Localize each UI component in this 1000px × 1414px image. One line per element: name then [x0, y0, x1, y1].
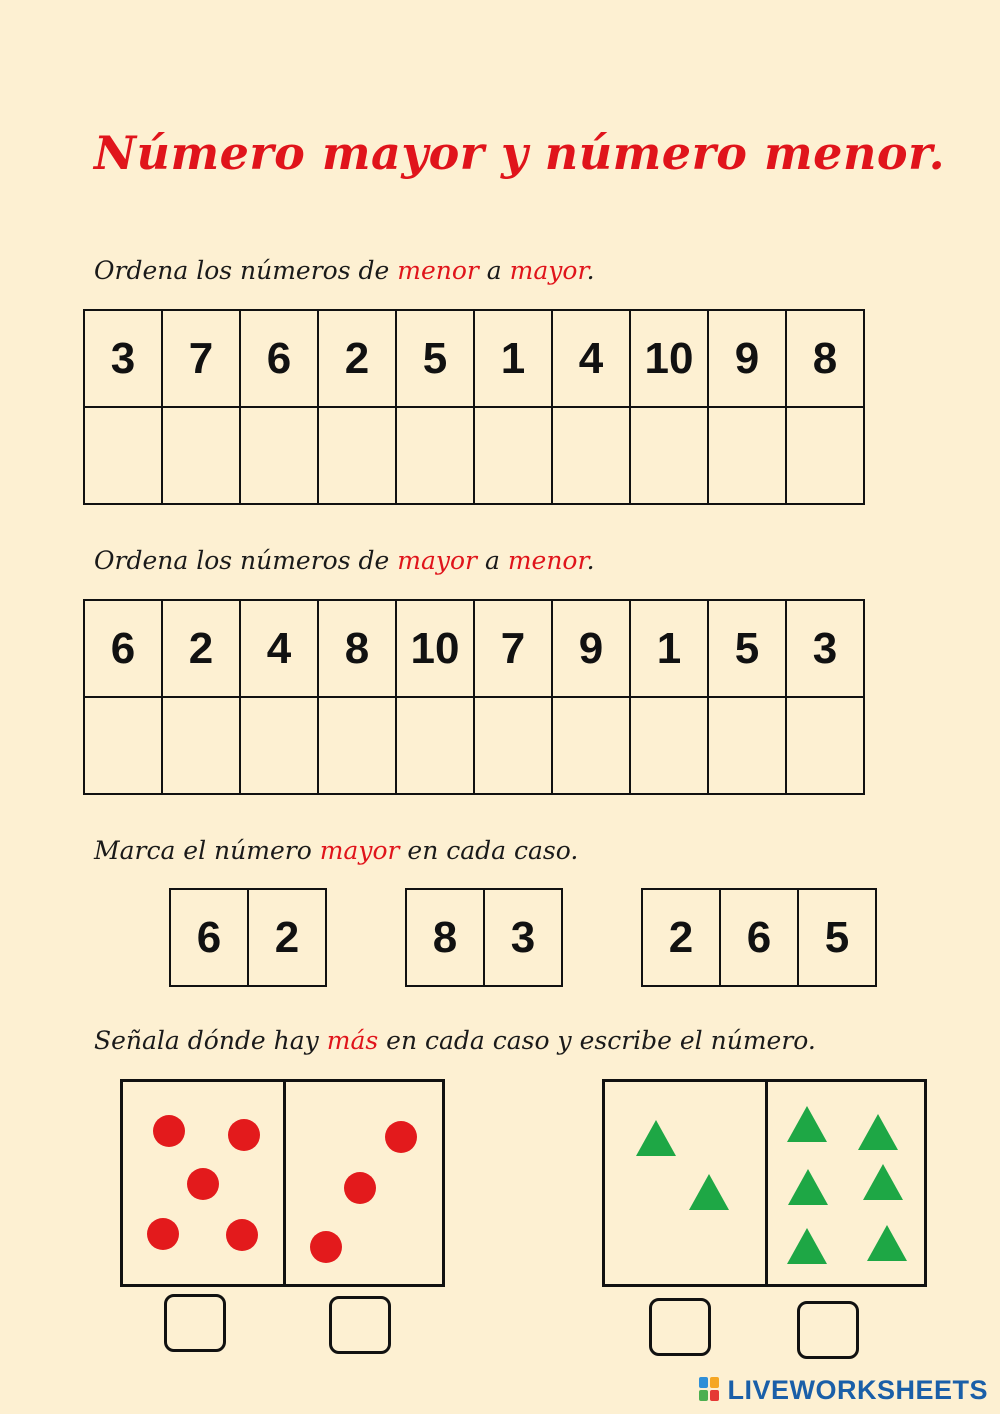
number-cell: 10 [396, 600, 474, 697]
number-cell: 9 [708, 310, 786, 407]
number-cell: 9 [552, 600, 630, 697]
answer-input-cell[interactable] [474, 407, 552, 504]
answer-input-cell[interactable] [786, 697, 864, 794]
number-cell: 6 [240, 310, 318, 407]
liveworksheets-logo [699, 1374, 988, 1406]
count-answer-box-triangles-left[interactable] [649, 1298, 711, 1356]
red-dot [344, 1172, 376, 1204]
number-cell: 1 [630, 600, 708, 697]
number-cell: 5 [396, 310, 474, 407]
triangles-left-group[interactable] [605, 1082, 765, 1284]
green-triangle [863, 1164, 903, 1200]
number-cell: 5 [708, 600, 786, 697]
answer-input-cell[interactable] [318, 697, 396, 794]
answer-input-cell[interactable] [630, 697, 708, 794]
number-cell: 3 [84, 310, 162, 407]
answer-input-cell[interactable] [240, 697, 318, 794]
dots-left-group[interactable] [123, 1082, 283, 1284]
compare-pair-b [405, 888, 563, 987]
green-triangle [787, 1228, 827, 1264]
liveworksheets-logo-icon [699, 1377, 721, 1403]
selectable-number[interactable]: 6 [170, 889, 248, 986]
selectable-number[interactable]: 6 [720, 889, 798, 986]
ascending-order-grid [83, 309, 865, 505]
count-answer-box-dots-right[interactable] [329, 1296, 391, 1354]
green-triangle [787, 1106, 827, 1142]
red-dot [147, 1218, 179, 1250]
triangles-panel [602, 1079, 927, 1287]
instruction-order-ascending: Ordena los números de menor a mayor. [94, 256, 595, 285]
number-cell: 2 [318, 310, 396, 407]
descending-order-grid [83, 599, 865, 795]
red-dot [187, 1168, 219, 1200]
red-dot [385, 1121, 417, 1153]
instruction-count-more: Señala dónde hay más en cada caso y escribe el número. [94, 1026, 816, 1055]
red-dot [228, 1119, 260, 1151]
answer-input-cell[interactable] [474, 697, 552, 794]
answer-row [84, 407, 864, 504]
answer-input-cell[interactable] [552, 697, 630, 794]
number-cell: 10 [630, 310, 708, 407]
count-answer-box-dots-left[interactable] [164, 1294, 226, 1352]
number-row [84, 600, 864, 697]
number-cell: 4 [240, 600, 318, 697]
answer-input-cell[interactable] [84, 407, 162, 504]
instruction-order-descending: Ordena los números de mayor a menor. [94, 546, 595, 575]
instruction-mark-greater: Marca el número mayor en cada caso. [94, 836, 579, 865]
number-cell: 8 [318, 600, 396, 697]
green-triangle [788, 1169, 828, 1205]
number-row [84, 310, 864, 407]
green-triangle [867, 1225, 907, 1261]
page-title: Número mayor y número menor. [94, 126, 946, 180]
answer-input-cell[interactable] [708, 407, 786, 504]
answer-input-cell[interactable] [396, 407, 474, 504]
number-cell: 7 [162, 310, 240, 407]
answer-input-cell[interactable] [786, 407, 864, 504]
red-dot [226, 1219, 258, 1251]
green-triangle [636, 1120, 676, 1156]
red-dot [310, 1231, 342, 1263]
red-dot [153, 1115, 185, 1147]
count-answer-box-triangles-right[interactable] [797, 1301, 859, 1359]
answer-input-cell[interactable] [318, 407, 396, 504]
selectable-number[interactable]: 3 [484, 889, 562, 986]
number-cell: 2 [162, 600, 240, 697]
answer-input-cell[interactable] [552, 407, 630, 504]
answer-input-cell[interactable] [162, 697, 240, 794]
answer-input-cell[interactable] [162, 407, 240, 504]
selectable-number[interactable]: 8 [406, 889, 484, 986]
selectable-number[interactable]: 2 [642, 889, 720, 986]
number-cell: 3 [786, 600, 864, 697]
answer-input-cell[interactable] [630, 407, 708, 504]
green-triangle [689, 1174, 729, 1210]
number-cell: 1 [474, 310, 552, 407]
answer-input-cell[interactable] [708, 697, 786, 794]
brand-name: LIVEWORKSHEETS [727, 1374, 988, 1405]
compare-pair-a [169, 888, 327, 987]
number-cell: 4 [552, 310, 630, 407]
selectable-number[interactable]: 5 [798, 889, 876, 986]
triangles-right-group[interactable] [768, 1082, 927, 1284]
dots-panel [120, 1079, 445, 1287]
number-cell: 7 [474, 600, 552, 697]
green-triangle [858, 1114, 898, 1150]
selectable-number[interactable]: 2 [248, 889, 326, 986]
answer-row [84, 697, 864, 794]
answer-input-cell[interactable] [396, 697, 474, 794]
answer-input-cell[interactable] [84, 697, 162, 794]
compare-triple-c [641, 888, 877, 987]
answer-input-cell[interactable] [240, 407, 318, 504]
number-cell: 8 [786, 310, 864, 407]
number-cell: 6 [84, 600, 162, 697]
dots-right-group[interactable] [286, 1082, 445, 1284]
